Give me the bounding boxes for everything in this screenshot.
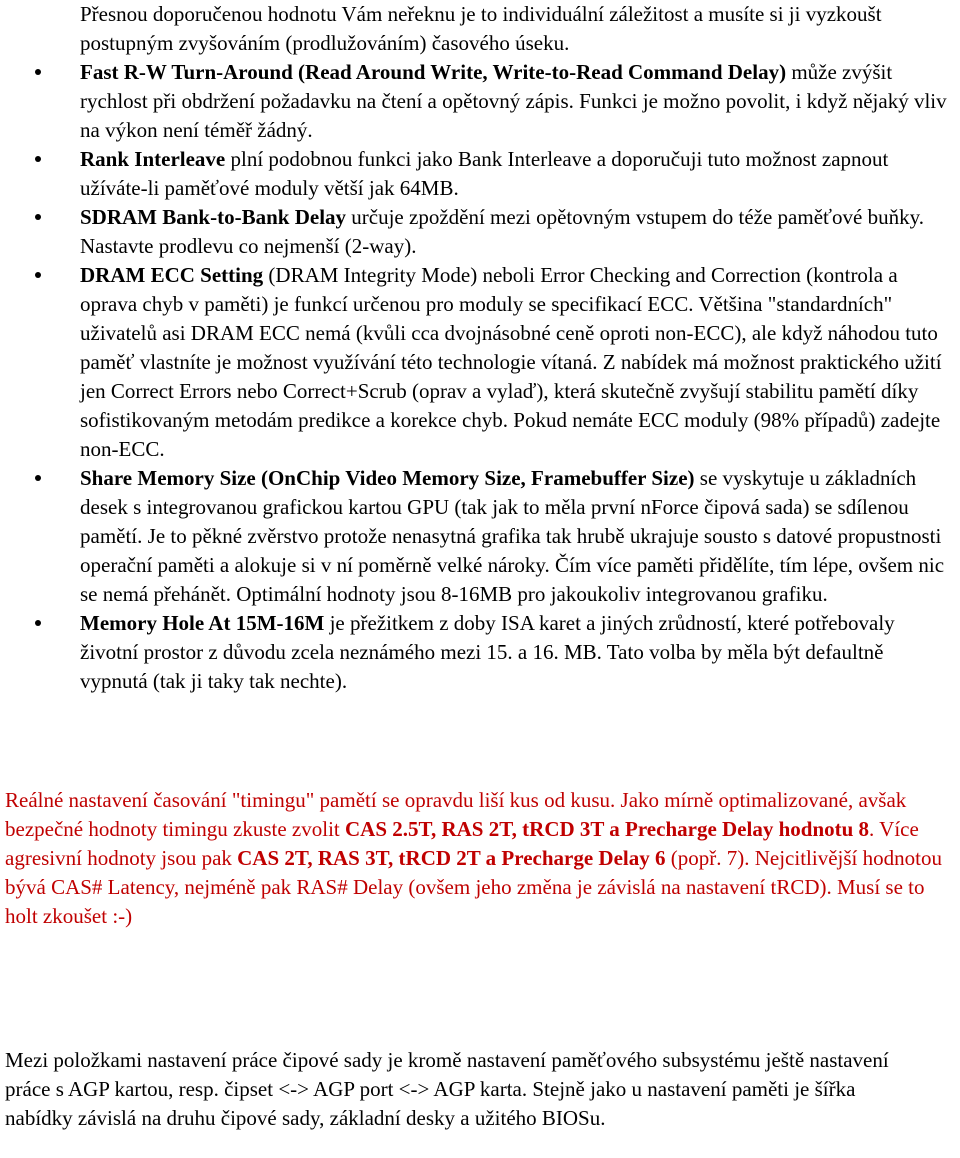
bullet-icon xyxy=(35,156,41,162)
bullet-icon xyxy=(35,214,41,220)
timing-text-2: . Více agresivní hodnoty jsou pak xyxy=(5,817,919,870)
timing-safe-values: CAS 2.5T, RAS 2T, tRCD 3T a Precharge Delay hodnotu 8 xyxy=(345,817,870,841)
setting-term: SDRAM Bank-to-Bank Delay xyxy=(80,205,347,229)
list-item xyxy=(80,145,952,203)
list-item xyxy=(80,261,952,464)
list-item xyxy=(80,464,952,609)
bullet-icon xyxy=(35,620,41,626)
list-item xyxy=(80,58,952,145)
setting-description: plní podobnou funkci jako Bank Interleave a doporučuji tuto možnost zapnout užíváte-li paměťové moduly větší jak 64MB. xyxy=(80,147,889,200)
bullet-icon xyxy=(35,475,41,481)
setting-term: Share Memory Size (OnChip Video Memory Size, Framebuffer Size) xyxy=(80,466,695,490)
list-item xyxy=(80,609,952,696)
setting-description: (DRAM Integrity Mode) neboli Error Checking and Correction (kontrola a oprava chyb v paměti) je funkcí určenou pro moduly se specifikací ECC. Většina "standardních" uživatelů asi DRAM ECC nemá (kvůli cca dvojnásobné ceně oproti non-ECC), ale když náhodou tuto paměť vlastníte je možnost využívání této technologie vítaná. Z nabídek má možnost praktického užití jen Correct Errors nebo Correct+Scrub (oprav a vylaď), která skutečně zvyšují stabilitu pamětí díky sofistikovaným metodám predikce a korekce chyb. Pokud nemáte ECC moduly (98% případů) zadejte non-ECC. xyxy=(80,263,942,461)
setting-term: Memory Hole At 15M-16M xyxy=(80,611,325,635)
setting-description: se vyskytuje u základních desek s integrovanou grafickou kartou GPU (tak jak to měla první nForce čipová sada) se sdílenou pamětí. Je to pěkné zvěrstvo protože nenasytná grafika tak hrubě ukrajuje sousto s datové propustnosti operační paměti a alokuje si v ní poměrně velké nároky. Čím více paměti přidělíte, tím lépe, ovšem nic se nemá přehánět. Optimální hodnoty jsou 8-16MB pro jakoukoliv integrovanou grafiku. xyxy=(80,466,945,606)
intro-paragraph: Přesnou doporučenou hodnotu Vám neřeknu je to individuální záležitost a musíte si ji vyzkoušt postupným zvyšováním (prodlužováním) časového úseku. xyxy=(80,2,882,55)
timing-text-1: Reálné nastavení časování "timingu" pamětí se opravdu liší kus od kusu. Jako mírně optimalizované, avšak bezpečné hodnoty timingu zkuste zvolit xyxy=(5,788,907,841)
setting-term: DRAM ECC Setting xyxy=(80,263,264,287)
bullet-icon xyxy=(35,272,41,278)
setting-term: Rank Interleave xyxy=(80,147,226,171)
closing-paragraph: Mezi položkami nastavení práce čipové sady je kromě nastavení paměťového subsystému ještě nastavení práce s AGP kartou, resp. čipset <-> AGP port <-> AGP karta. Stejně jako u nastavení paměti je šířka nabídky závislá na druhu čipové sady, základní desky a užitého BIOSu. xyxy=(5,1048,889,1130)
setting-term: Fast R-W Turn-Around (Read Around Write, Write-to-Read Command Delay) xyxy=(80,60,787,84)
timing-text-3: (popř. 7). Nejcitlivější hodnotou bývá CAS# Latency, nejméně pak RAS# Delay (ovšem jeho změna je závislá na nastavení tRCD). Musí se to holt zkoušet :-) xyxy=(5,846,942,928)
timing-paragraph xyxy=(5,786,950,931)
list-item xyxy=(80,203,952,261)
settings-bullet-list xyxy=(80,58,952,696)
timing-aggressive-values: CAS 2T, RAS 3T, tRCD 2T a Precharge Delay 6 xyxy=(237,846,666,870)
setting-description: určuje zpoždění mezi opětovným vstupem do téže paměťové buňky. Nastavte prodlevu co nejmenší (2-way). xyxy=(80,205,924,258)
setting-description: je přežitkem z doby ISA karet a jiných zrůdností, které potřebovaly životní prostor z důvodu zcela neznámého mezi 15. a 16. MB. Tato volba by měla být defaultně vypnutá (tak ji taky tak nechte). xyxy=(80,611,895,693)
setting-description: může zvýšit rychlost při obdržení požadavku na čtení a opětovný zápis. Funkci je možno povolit, i když nějaký vliv na výkon není téměř žádný. xyxy=(80,60,947,142)
bullet-icon xyxy=(35,69,41,75)
